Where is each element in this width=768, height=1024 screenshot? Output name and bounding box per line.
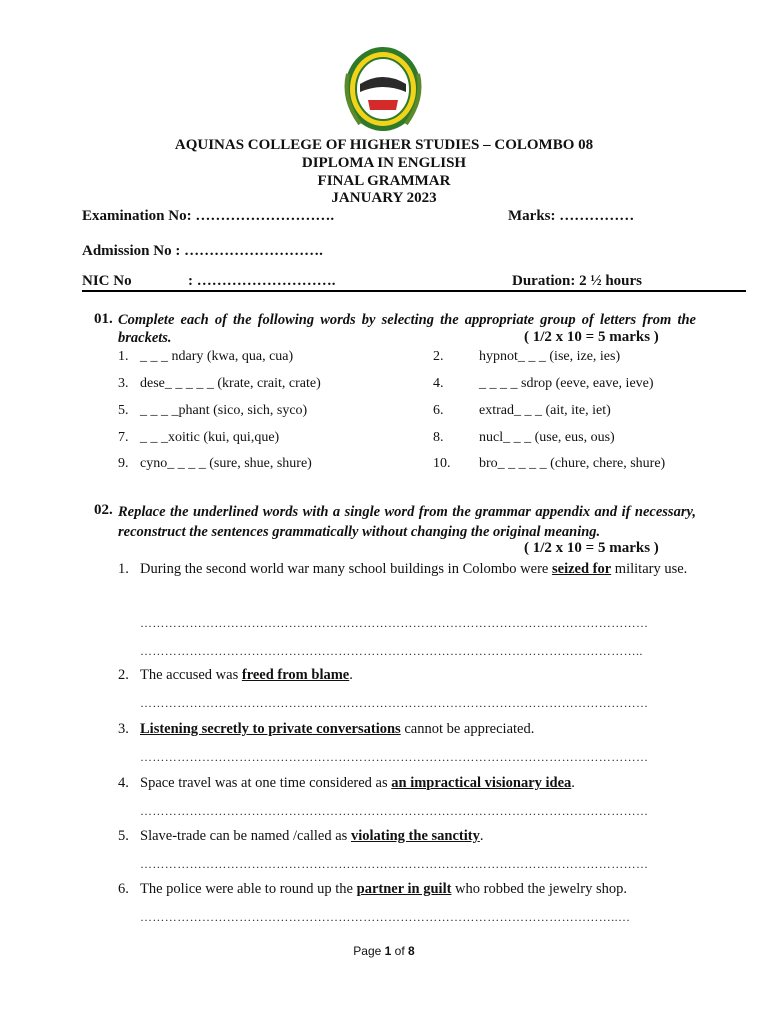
q1-item-num: 2.: [433, 349, 444, 364]
q2-instruction: Replace the underlined words with a single word from the grammar appendix and if necessary, reconstruct the sentences grammatically without changing the original meaning.: [118, 504, 696, 540]
paper-name: FINAL GRAMMAR: [317, 173, 451, 189]
q1-item-num: 5.: [118, 403, 129, 418]
exam-date: JANUARY 2023: [331, 190, 437, 206]
q2-sentence: During the second world war many school buildings in Colombo were seized for military use.: [140, 561, 688, 577]
examination-no-field: Examination No: ……………………….: [82, 208, 335, 224]
q2-sentence: Space travel was at one time considered as an impractical visionary idea.: [140, 775, 575, 791]
q2-item-num: 6.: [118, 881, 129, 897]
q1-marks: ( 1/2 x 10 = 5 marks ): [524, 329, 659, 345]
q1-item-text: _ _ _xoitic (kui, qui,que): [140, 430, 280, 445]
marks-field: Marks: ……………: [508, 208, 635, 224]
q1-item-text: _ _ _ ndary (kwa, qua, cua): [140, 349, 294, 364]
q2-item-num: 5.: [118, 828, 129, 844]
q1-item-text: _ _ _ _phant (sico, sich, syco): [140, 403, 308, 418]
q2-item-num: 4.: [118, 775, 129, 791]
q2-sentence: The accused was freed from blame.: [140, 667, 353, 683]
college-name: AQUINAS COLLEGE OF HIGHER STUDIES – COLOMBO 08: [174, 137, 594, 153]
answer-line: …………………………………………………………………………………………………………..: [140, 644, 643, 658]
nic-no-value: : ……………………….: [188, 273, 336, 289]
q2-sentence: Slave-trade can be named /called as violating the sanctity.: [140, 828, 484, 844]
q1-item-text: hypnot_ _ _ (ise, ize, ies): [479, 349, 621, 364]
duration-field: Duration: 2 ½ hours: [512, 273, 643, 289]
q1-item-num: 10.: [433, 456, 451, 471]
q1-item-text: cyno_ _ _ _ (sure, shue, shure): [140, 456, 312, 471]
q1-item-num: 8.: [433, 430, 444, 445]
answer-line: ……………………………………………………………………………………………………………: [140, 696, 649, 710]
q1-item-text: nucl_ _ _ (use, eus, ous): [479, 430, 615, 445]
q2-sentence: Listening secretly to private conversations cannot be appreciated.: [140, 721, 535, 737]
course-name: DIPLOMA IN ENGLISH: [301, 155, 467, 171]
q2-sentence: The police were able to round up the partner in guilt who robbed the jewelry shop.: [140, 881, 627, 897]
q1-instruction: Complete each of the following words by selecting the appropriate group of letters from the brackets.: [118, 312, 696, 346]
q1-item-text: extrad_ _ _ (ait, ite, iet): [479, 403, 611, 418]
q1-item-num: 9.: [118, 456, 129, 471]
q1-item-text: bro_ _ _ _ _ (chure, chere, shure): [479, 456, 666, 471]
header-divider: [82, 290, 746, 292]
q1-item-num: 6.: [433, 403, 444, 418]
q1-item-num: 7.: [118, 430, 129, 445]
q2-number: 02.: [94, 502, 113, 518]
q2-marks: ( 1/2 x 10 = 5 marks ): [524, 540, 659, 556]
admission-no-field: Admission No : ……………………….: [82, 243, 323, 259]
q1-item-text: _ _ _ _ sdrop (eeve, eave, ieve): [479, 376, 654, 391]
q1-item-num: 3.: [118, 376, 129, 391]
q2-item-num: 1.: [118, 561, 129, 577]
answer-line: ……………………………………………………………………………………………………………: [140, 750, 649, 764]
answer-line: ……………………………………………………………………………………………………………: [140, 616, 649, 630]
college-logo: [338, 44, 428, 134]
q2-item-num: 3.: [118, 721, 129, 737]
q1-item-text: dese_ _ _ _ _ (krate, crait, crate): [140, 376, 321, 391]
page-number: Page 1 of 8: [353, 944, 415, 958]
q1-item-num: 1.: [118, 349, 129, 364]
answer-line: ……………………………………………………………………………………………………..…: [140, 910, 631, 924]
q1-number: 01.: [94, 311, 113, 327]
answer-line: ……………………………………………………………………………………………………………: [140, 857, 649, 871]
nic-no-label: NIC No: [82, 273, 132, 289]
answer-line: ……………………………………………………………………………………………………………: [140, 804, 649, 818]
q2-item-num: 2.: [118, 667, 129, 683]
q1-item-num: 4.: [433, 376, 444, 391]
